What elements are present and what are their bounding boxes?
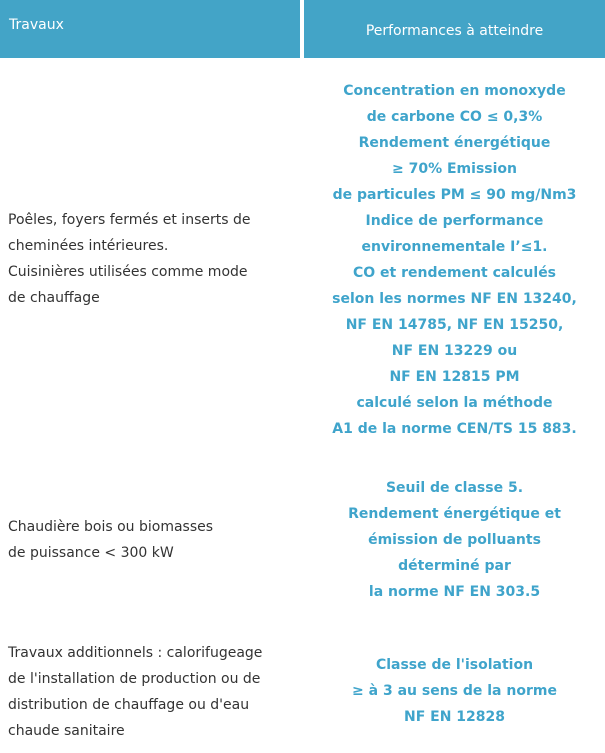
performances-line: Classe de l'isolation [375,657,534,673]
performances-line: NF EN 14785, NF EN 15250, [345,317,564,333]
performances-cell [304,475,605,605]
performances-line: selon les normes NF EN 13240, [332,291,577,307]
performances-line: ≥ à 3 au sens de la norme [352,683,557,699]
travaux-line: Poêles, foyers fermés et inserts de [8,212,251,228]
performances-line: NF EN 12828 [403,709,505,725]
performances-cell [304,652,605,730]
performances-line: CO et rendement calculés [352,265,557,281]
travaux-line: cheminées intérieures. [8,238,169,254]
header-travaux [0,0,300,58]
performances-line: NF EN 12815 PM [389,369,520,385]
performances-line: Rendement énergétique et [348,506,561,522]
performances-line: Indice de performance [365,213,544,229]
travaux-line: distribution de chauffage ou d'eau [8,697,250,713]
travaux-line: de puissance < 300 kW [8,545,174,561]
header-performances-label: Performances à atteindre [365,23,544,39]
travaux-cell [8,514,298,566]
travaux-line: chaude sanitaire [8,723,125,739]
travaux-line: de l'installation de production ou de [8,671,261,687]
travaux-cell [8,640,298,744]
travaux-line: Travaux additionnels : calorifugeage [8,645,263,661]
travaux-line: Chaudière bois ou biomasses [8,519,214,535]
performances-line: NF EN 13229 ou [391,343,518,359]
header-travaux-label: Travaux [9,17,64,33]
performances-line: Seuil de classe 5. [385,480,524,496]
performances-cell [304,78,605,442]
performances-line: Rendement énergétique [358,135,551,151]
performances-line: ≥ 70% Emission [392,161,517,177]
performances-line: déterminé par [398,558,511,574]
travaux-line: de chauffage [8,290,100,306]
travaux-cell [8,207,298,311]
performances-line: de carbone CO ≤ 0,3% [366,109,543,125]
performances-line: émission de polluants [368,532,541,548]
performances-line: Concentration en monoxyde [343,83,566,99]
travaux-line: Cuisinières utilisées comme mode [8,264,248,280]
performances-line: de particules PM ≤ 90 mg/Nm3 [332,187,577,203]
performances-line: A1 de la norme CEN/TS 15 883. [332,421,577,437]
header-performances [304,0,605,58]
performances-line: environnementale I’≤1. [361,239,548,255]
performances-line: calculé selon la méthode [356,395,553,411]
performances-line: la norme NF EN 303.5 [368,584,541,600]
